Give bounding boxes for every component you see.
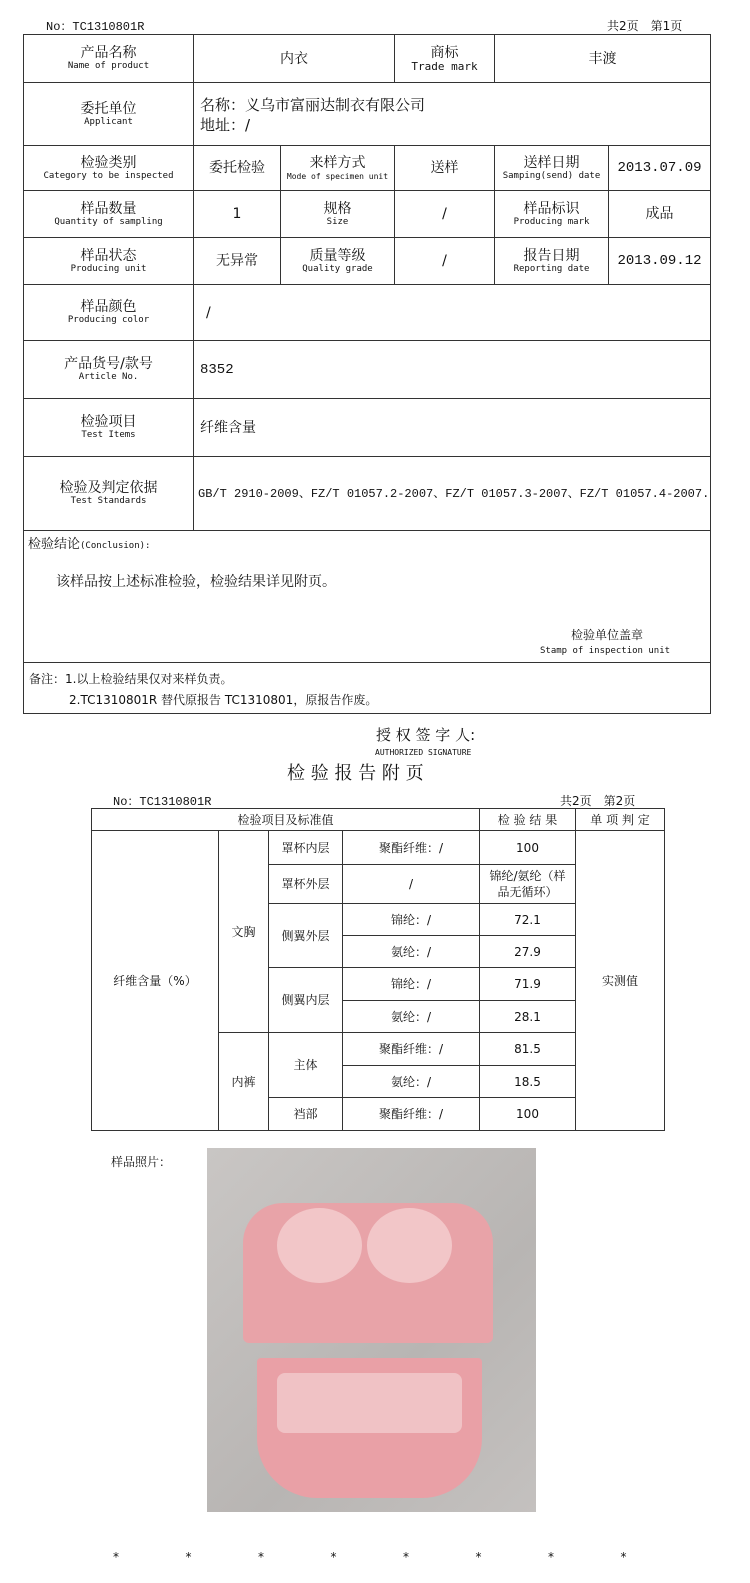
lace-panel xyxy=(277,1373,462,1433)
lace-cup xyxy=(277,1208,362,1283)
mark: 成品 xyxy=(608,190,711,238)
fiber-cell: 氨纶：/ xyxy=(342,935,480,968)
footer-mark: * xyxy=(330,1550,337,1564)
standards-label: 检验及判定依据 Test Standards xyxy=(23,456,194,531)
size: / xyxy=(394,190,495,238)
judgement: 实测值 xyxy=(575,830,665,1131)
item-fiber-content: 纤维含量（%） xyxy=(91,830,219,1131)
page-info: 共2页 第1页 xyxy=(607,19,683,33)
part: 主体 xyxy=(268,1032,343,1098)
header-items: 检验项目及标准值 xyxy=(91,808,480,831)
footer-mark: * xyxy=(475,1550,482,1564)
appendix-title: 检 验 报 告 附 页 xyxy=(287,763,424,784)
fiber-cell: 聚酯纤维：/ xyxy=(342,830,480,865)
fiber-cell: 氨纶：/ xyxy=(342,1065,480,1098)
grade: / xyxy=(394,237,495,285)
mode: 送样 xyxy=(394,145,495,191)
report-date-label: 报告日期 Reporting date xyxy=(494,237,609,285)
conclusion-box xyxy=(23,530,711,663)
signatory-label-en: AUTHORIZED SIGNATURE xyxy=(375,748,472,757)
quantity-label: 样品数量 Quantity of sampling xyxy=(23,190,194,238)
color-label: 样品颜色 Producing color xyxy=(23,284,194,341)
group-bra: 文胸 xyxy=(218,830,269,1033)
part: 侧翼外层 xyxy=(268,903,343,968)
fiber-cell: 聚酯纤维：/ xyxy=(342,1032,480,1066)
header-result: 检 验 结 果 xyxy=(479,808,576,831)
header-judgement: 单 项 判 定 xyxy=(575,808,665,831)
trade-mark-label: 商标 Trade mark xyxy=(394,34,495,83)
result-cell: 81.5 xyxy=(479,1032,576,1066)
conclusion-label: 检验结论(Conclusion): xyxy=(28,537,151,552)
group-briefs: 内裤 xyxy=(218,1032,269,1131)
report-number: No：TC1310801R xyxy=(46,20,145,34)
product-name-label: 产品名称 Name of product xyxy=(23,34,194,83)
signatory-label: 授 权 签 字 人: xyxy=(376,726,476,744)
state-label: 样品状态 Producing unit xyxy=(23,237,194,285)
sample-photo xyxy=(207,1148,536,1512)
stamp-label: 检验单位盖章 xyxy=(571,628,644,642)
conclusion-text: 该样品按上述标准检验，检验结果详见附页。 xyxy=(56,574,336,590)
result-cell: 100 xyxy=(479,830,576,865)
report-date: 2013.09.12 xyxy=(608,237,711,285)
color: / xyxy=(193,284,711,341)
footer-mark: * xyxy=(113,1550,119,1564)
send-date-label: 送样日期 Samping(send) date xyxy=(494,145,609,191)
footer-mark: * xyxy=(258,1550,264,1564)
mode-label: 来样方式 Mode of specimen unit xyxy=(280,145,395,191)
footer-mark: * xyxy=(403,1550,409,1564)
result-cell: 71.9 xyxy=(479,967,576,1001)
result-cell: 100 xyxy=(479,1097,576,1131)
result-cell: 28.1 xyxy=(479,1000,576,1033)
size-label: 规格 Size xyxy=(280,190,395,238)
result-cell: 锦纶/氨纶（样品无循环） xyxy=(479,864,576,904)
category-label: 检验类别 Category to be inspected xyxy=(23,145,194,191)
fiber-cell: 聚酯纤维：/ xyxy=(342,1097,480,1131)
appendix-report-number: No：TC1310801R xyxy=(113,795,212,809)
product-name: 内衣 xyxy=(193,34,395,83)
send-date: 2013.07.09 xyxy=(608,145,711,191)
items-label: 检验项目 Test Items xyxy=(23,398,194,457)
note-2: 2.TC1310801R 替代原报告 TC1310801，原报告作废。 xyxy=(69,693,378,707)
part: 罩杯外层 xyxy=(268,864,343,904)
fiber-cell: 锦纶：/ xyxy=(342,967,480,1001)
footer-mark: * xyxy=(620,1550,627,1564)
part: 裆部 xyxy=(268,1097,343,1131)
result-cell: 27.9 xyxy=(479,935,576,968)
trade-mark: 丰渡 xyxy=(494,34,711,83)
mark-label: 样品标识 Producing mark xyxy=(494,190,609,238)
state: 无异常 xyxy=(193,237,281,285)
part: 罩杯内层 xyxy=(268,830,343,865)
standards: GB/T 2910-2009、FZ/T 01057.2-2007、FZ/T 01057.3-2007、FZ/T 01057.4-2007. xyxy=(193,456,711,531)
appendix-page-info: 共2页 第2页 xyxy=(560,794,636,808)
category: 委托检验 xyxy=(193,145,281,191)
note-1: 备注：1.以上检验结果仅对来样负责。 xyxy=(29,672,233,686)
notes-box xyxy=(23,662,711,714)
stamp-label-en: Stamp of inspection unit xyxy=(540,646,671,656)
items: 纤维含量 xyxy=(193,398,711,457)
result-cell: 18.5 xyxy=(479,1065,576,1098)
quantity: 1 xyxy=(193,190,281,238)
photo-label: 样品照片： xyxy=(111,1155,172,1169)
applicant-label: 委托单位 Applicant xyxy=(23,82,194,146)
footer-mark: * xyxy=(185,1550,192,1564)
grade-label: 质量等级 Quality grade xyxy=(280,237,395,285)
footer-mark: * xyxy=(548,1550,554,1564)
lace-cup xyxy=(367,1208,452,1283)
bra-image xyxy=(243,1203,493,1343)
article: 8352 xyxy=(193,340,711,399)
part: 侧翼内层 xyxy=(268,967,343,1033)
applicant-info: 名称：义乌市富丽达制衣有限公司 地址：/ xyxy=(193,82,711,146)
fiber-cell: 氨纶：/ xyxy=(342,1000,480,1033)
article-label: 产品货号/款号 Article No. xyxy=(23,340,194,399)
fiber-cell: / xyxy=(342,864,480,904)
fiber-cell: 锦纶：/ xyxy=(342,903,480,936)
result-cell: 72.1 xyxy=(479,903,576,936)
